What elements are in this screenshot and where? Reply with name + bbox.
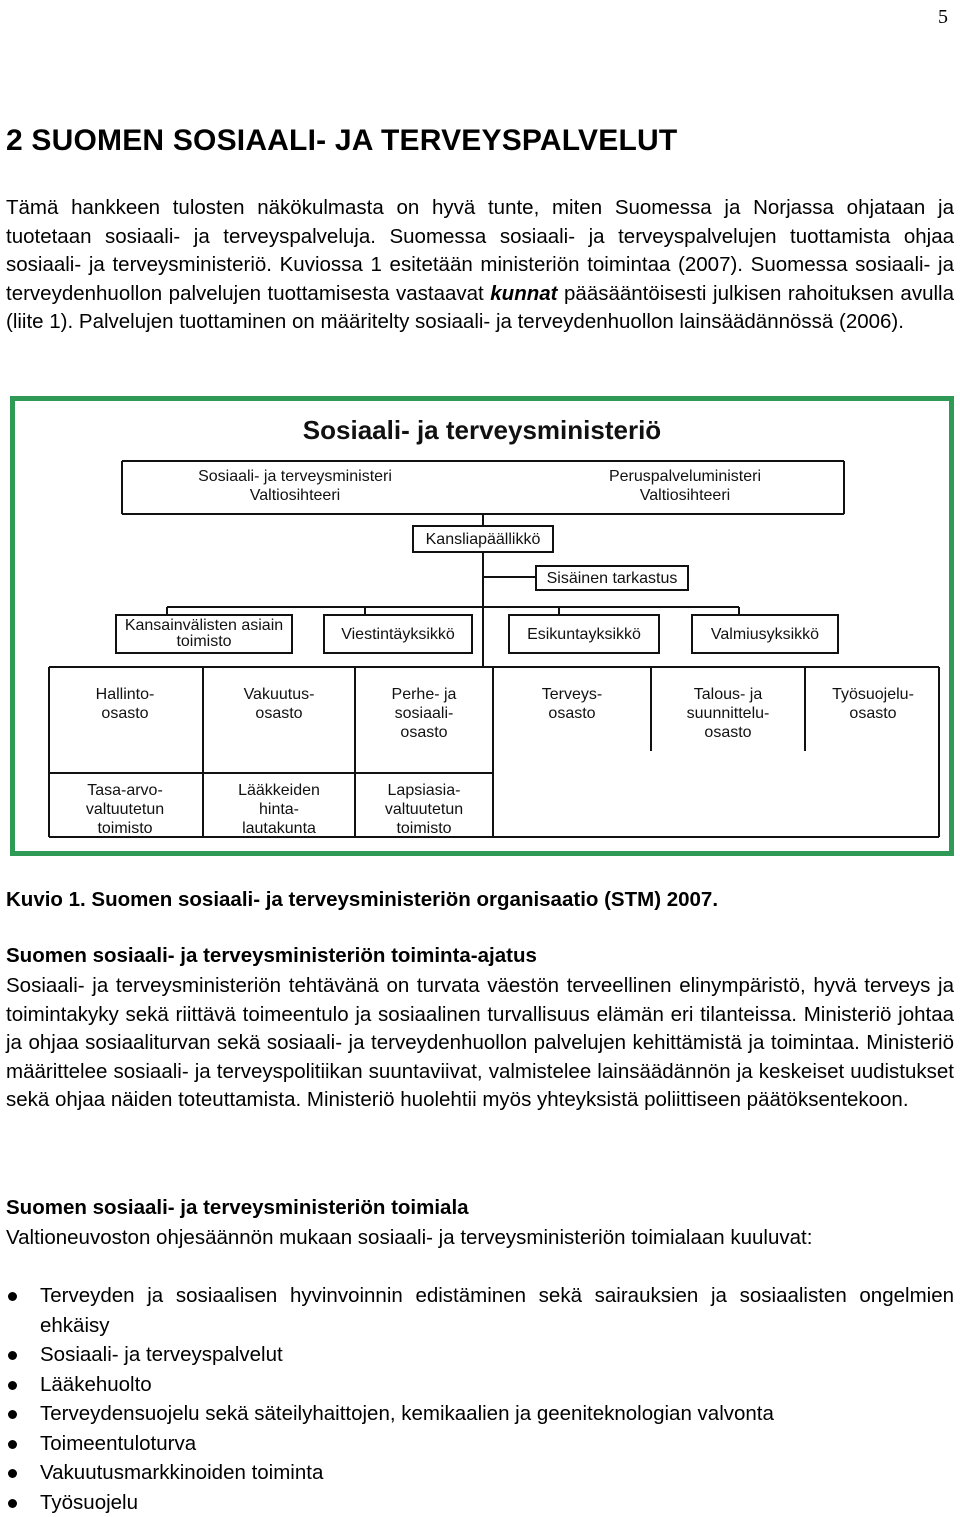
unit-box-staff	[508, 614, 660, 654]
bullet-icon	[8, 1410, 17, 1419]
pharmaceuticals-pricing-board	[209, 781, 349, 838]
unit-staff-label: Esikuntayksikkö	[527, 625, 641, 643]
unit-international-line-2: toimisto	[176, 633, 232, 650]
department-insurance-line-1: Vakuutus-	[243, 686, 315, 703]
department-family-social	[361, 685, 487, 742]
unit-preparedness-label: Valmiusyksikkö	[710, 625, 820, 643]
department-finance-planning	[657, 685, 799, 742]
list-item-text: Toimeentuloturva	[40, 1431, 197, 1455]
pharmaceuticals-pricing-board-line-2: hinta-	[258, 801, 300, 818]
bullet-icon	[8, 1440, 17, 1449]
minister-left	[145, 467, 445, 505]
list-item	[6, 1370, 954, 1400]
minister-right-line-1: Peruspalveluministeri	[608, 468, 762, 485]
list-item-text: Terveyden ja sosiaalisen hyvinvoinnin edistäminen sekä sairauksien ja sosiaalisten ongelmien ehkäisy	[40, 1284, 954, 1337]
department-family-social-line-2: sosiaali-	[394, 705, 454, 722]
ombudsman-equality-line-2: valtuutetun	[85, 801, 165, 818]
ombudsman-children-line-3: toimisto	[396, 820, 452, 837]
list-item	[6, 1281, 954, 1340]
section-heading: 2 SUOMEN SOSIAALI- JA TERVEYSPALVELUT	[6, 124, 678, 157]
department-finance-planning-line-2: suunnittelu-	[686, 705, 770, 722]
intro-text-1: Tämä hankkeen tulosten näkökulmasta on hyvä tunte, miten Suomessa ja Norjassa ohjataan ja tuotetaan sosiaali- ja terveyspalveluja. Suomessa sosiaali- ja terveyspalvelujen tuottamista ohjaa sosiaali- ja terveysministeriö. Kuviossa 1 esitetään ministeriön toimintaa (2007). Suomessa sosiaali- ja terveydenhuollon palvelujen tuottamisesta vastaavat	[6, 196, 954, 305]
figure-caption: Kuvio 1. Suomen sosiaali- ja terveysministeriön organisaatio (STM) 2007.	[6, 888, 719, 911]
ombudsman-children	[361, 781, 487, 838]
list-item	[6, 1399, 954, 1429]
mission-heading: Suomen sosiaali- ja terveysministeriön toiminta-ajatus	[6, 944, 537, 967]
department-family-social-line-1: Perhe- ja	[391, 686, 457, 703]
department-health-line-2: osasto	[548, 705, 596, 722]
org-chart-title: Sosiaali- ja terveysministeriö	[302, 415, 662, 445]
department-occupational-safety-line-1: Työsuojelu-	[832, 686, 914, 703]
ombudsman-equality-line-3: toimisto	[97, 820, 153, 837]
intro-paragraph	[6, 194, 954, 337]
unit-communications-label: Viestintäyksikkö	[341, 625, 455, 643]
department-occupational-safety	[811, 685, 935, 723]
minister-left-line-1: Sosiaali- ja terveysministeri	[198, 468, 392, 485]
list-item	[6, 1340, 954, 1370]
bullet-icon	[8, 1381, 17, 1390]
department-administration-line-2: osasto	[101, 705, 149, 722]
bullet-icon	[8, 1351, 17, 1360]
department-administration	[55, 685, 195, 723]
department-finance-planning-line-3: osasto	[704, 724, 752, 741]
intro-emphasis: kunnat	[490, 281, 558, 305]
bullet-icon	[8, 1469, 17, 1478]
unit-box-international	[115, 614, 293, 654]
department-health-line-1: Terveys-	[541, 686, 603, 703]
pharmaceuticals-pricing-board-line-3: lautakunta	[242, 820, 316, 837]
minister-right	[547, 467, 823, 505]
list-item	[6, 1458, 954, 1488]
list-item-text: Terveydensuojelu sekä säteilyhaittojen, kemikaalien ja geeniteknologian valvonta	[40, 1402, 774, 1425]
list-item	[6, 1429, 954, 1459]
intro-text-2: pääsääntöisesti julkisen rahoituksen avulla (liite 1). Palvelujen tuottaminen on määritelty sosiaali- ja terveydenhuollon lainsäädännössä (2006).	[6, 281, 954, 333]
unit-box-communications	[323, 614, 473, 654]
ombudsman-equality-line-1: Tasa-arvo-	[87, 782, 163, 799]
minister-left-line-2: Valtiosihteeri	[249, 487, 341, 504]
list-item-text: Lääkehuolto	[40, 1372, 152, 1396]
pharmaceuticals-pricing-board-line-1: Lääkkeiden	[238, 782, 320, 799]
department-insurance	[209, 685, 349, 723]
bullet-icon	[8, 1499, 17, 1508]
bullet-icon	[8, 1292, 17, 1301]
ombudsman-equality	[55, 781, 195, 838]
scope-list	[6, 1281, 954, 1517]
department-health	[499, 685, 645, 723]
list-item	[6, 1488, 954, 1517]
mission-paragraph: Sosiaali- ja terveysministeriön tehtävänä on turvata väestön terveellinen elinympäristö, hyvä terveys ja toimintakyky sekä riittävä toimeentulo ja sosiaalinen turvallisuus elämän eri tilanteissa. Ministeriö johtaa ja ohjaa sosiaaliturvan sekä sosiaali- ja terveydenhuollon palvelujen kehittämistä ja toimintaa. Ministeriö määrittelee sosiaali- ja terveyspolitiikan suuntaviivat, valmistelee lainsäädännön ja keskeiset uudistukset sekä ohjaa näiden toteuttamista. Ministeriö huolehtii myös yhteyksistä poliittiseen päätöksentekoon.	[6, 974, 954, 1111]
unit-box-preparedness	[691, 614, 839, 654]
audit-label: Sisäinen tarkastus	[546, 569, 678, 587]
department-family-social-line-3: osasto	[400, 724, 448, 741]
page-number: 5	[938, 6, 948, 28]
list-item-text: Vakuutusmarkkinoiden toiminta	[40, 1461, 324, 1484]
department-insurance-line-2: osasto	[255, 705, 303, 722]
scope-paragraph: Valtioneuvoston ohjesäännön mukaan sosiaali- ja terveysministeriön toimialaan kuuluvat:	[6, 1226, 813, 1249]
chief-box	[412, 525, 554, 553]
department-administration-line-1: Hallinto-	[95, 686, 155, 703]
scope-heading: Suomen sosiaali- ja terveysministeriön toimiala	[6, 1196, 469, 1219]
audit-box	[535, 565, 689, 591]
org-chart	[10, 396, 954, 856]
unit-international-line-1: Kansainvälisten asiain	[124, 617, 284, 634]
list-item-text: Sosiaali- ja terveyspalvelut	[40, 1343, 283, 1366]
ombudsman-children-line-1: Lapsiasia-	[387, 782, 461, 799]
list-item-text: Työsuojelu	[40, 1490, 139, 1514]
department-finance-planning-line-1: Talous- ja	[693, 686, 763, 703]
chief-label: Kansliapäällikkö	[425, 530, 541, 548]
department-occupational-safety-line-2: osasto	[849, 705, 897, 722]
ombudsman-children-line-2: valtuutetun	[384, 801, 464, 818]
minister-right-line-2: Valtiosihteeri	[639, 487, 731, 504]
